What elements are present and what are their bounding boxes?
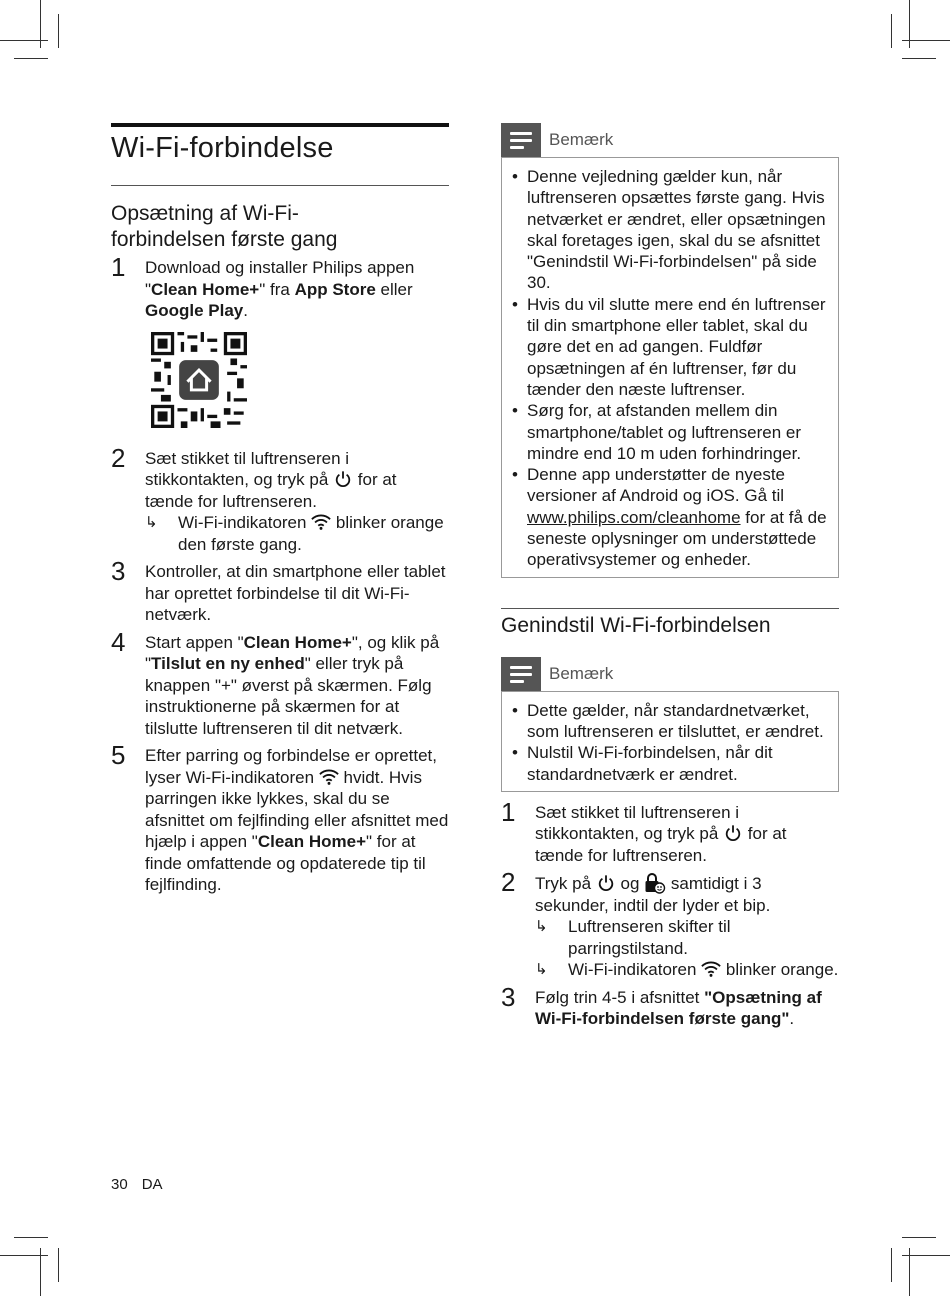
step-text: Download og installer Philips appen "	[145, 258, 415, 299]
note-header	[501, 657, 839, 691]
note-item: • Denne vejledning gælder kun, når luftrenseren opsættes første gang. Hvis netværket er ændret, eller opsætningen skal foretages igen, skal du se afsnittet "Genindstil Wi-Fi-forbindelsen" på side 30.	[512, 166, 828, 294]
note-body	[501, 157, 839, 578]
note-item: • Nulstil Wi-Fi-forbindelsen, når dit standardnetværk er ændret.	[512, 742, 828, 785]
power-icon	[596, 874, 616, 892]
crop-mark	[14, 58, 48, 59]
right-column	[501, 123, 839, 1036]
menu-option: Tilslut en ny enhed	[151, 654, 305, 673]
power-icon	[723, 824, 743, 842]
crop-mark	[891, 14, 892, 48]
section-title-reset: Genindstil Wi-Fi-forbindelsen	[501, 613, 771, 637]
step-number: 1	[111, 252, 126, 282]
wifi-icon	[319, 768, 339, 786]
page-number: 30	[111, 1176, 128, 1193]
note-text: Denne app understøtter de nyeste versioner af Android og iOS. Gå til	[527, 465, 785, 506]
result-text: Luftrenseren skifter til parringstilstand.	[568, 917, 731, 958]
step-text: samtidigt i 3 sekunder, indtil der lyder et bip.	[535, 874, 771, 915]
step-text: ", og klik på "	[145, 632, 440, 673]
qr-code	[151, 332, 247, 428]
note-icon	[501, 657, 541, 691]
crop-mark	[902, 1237, 936, 1238]
crop-mark	[40, 1248, 41, 1296]
note-item: • Hvis du vil slutte mere end én luftrenser til din smartphone eller tablet, skal du gøre det en ad gangen. Fuldfør opsætningen af én luftrenser, før du tænder den næste luftrenser.	[512, 294, 828, 400]
language-code: DA	[141, 1176, 163, 1193]
note-header	[501, 123, 839, 157]
app-name: Clean Home+	[257, 832, 367, 851]
step-number: 3	[501, 981, 516, 1012]
crop-mark	[909, 1248, 910, 1296]
setup-step-1	[111, 252, 449, 428]
step-text: " eller tryk på knappen "+" øverst på skærmen. Følg instruktionerne på skærmen for at tilslutte luftrenseren til dit netværk.	[145, 654, 432, 738]
reset-step-3	[501, 981, 839, 1030]
result-text: Wi-Fi-indikatoren	[568, 960, 702, 980]
step-number: 2	[501, 867, 516, 898]
result-text: blinker orange.	[721, 960, 839, 980]
crop-mark	[40, 0, 41, 48]
wifi-icon	[701, 960, 721, 978]
app-name: Clean Home+	[243, 632, 352, 652]
step-text: Sæt stikket til luftrenseren i stikkontakten, og tryk på	[535, 802, 740, 844]
step-result	[145, 512, 449, 555]
app-name: Clean Home+	[151, 279, 260, 299]
setup-step-3	[111, 556, 449, 626]
step-text: og	[615, 874, 645, 894]
step-number: 3	[111, 556, 126, 586]
note-title: Bemærk	[549, 130, 614, 149]
wifi-icon	[311, 513, 331, 531]
child-lock-icon	[644, 872, 666, 894]
step-number: 4	[111, 626, 126, 657]
step-text: Efter parring og forbindelse er oprettet, lyser Wi-Fi-indikatoren	[145, 746, 437, 787]
step-number: 1	[501, 796, 516, 827]
step-text: eller	[375, 279, 413, 299]
crop-mark	[891, 1248, 892, 1282]
crop-mark	[14, 1237, 48, 1238]
result-text: Wi-Fi-indikatoren	[178, 513, 312, 532]
setup-steps	[111, 252, 449, 896]
reset-steps	[501, 796, 839, 1030]
step-text: " for at finde omfattende og opdaterede tip til fejlfinding.	[145, 832, 426, 894]
note-icon	[501, 123, 541, 157]
left-column	[111, 123, 449, 902]
crop-mark	[902, 58, 936, 59]
cleanhome-link[interactable]: www.philips.com/cleanhome	[527, 507, 741, 527]
step-text: for at tænde for luftrenseren.	[145, 470, 397, 511]
crop-mark	[909, 0, 910, 48]
step-text: for at tænde for luftrenseren.	[535, 824, 787, 865]
note-setup	[501, 123, 839, 578]
section-reference: "Opsætning af Wi-Fi-forbindelsen første gang"	[535, 987, 822, 1029]
step-text: " fra	[259, 279, 295, 299]
reset-step-2	[501, 867, 839, 981]
step-text: Start appen "	[145, 632, 244, 652]
note-item: • Sørg for, at afstanden mellem din smartphone/tablet og luftrenseren er mindre end 10 m uden forhindringer.	[512, 400, 828, 464]
crop-mark	[58, 1248, 59, 1282]
step-result	[535, 959, 839, 981]
crop-mark	[58, 14, 59, 48]
setup-step-4	[111, 626, 449, 740]
result-arrow-icon: ↳	[535, 961, 548, 979]
setup-step-5	[111, 740, 449, 896]
note-body	[501, 691, 839, 792]
title-rule	[111, 123, 449, 127]
store-name: App Store	[294, 279, 376, 299]
note-title: Bemærk	[549, 663, 614, 683]
result-text: blinker orange den første gang.	[178, 513, 444, 554]
page-footer	[111, 1176, 177, 1193]
step-text: .	[243, 301, 248, 320]
step-text: Tryk på	[535, 874, 596, 894]
note-item	[512, 464, 828, 570]
result-arrow-icon: ↳	[145, 514, 158, 531]
section-rule	[501, 608, 839, 609]
step-text: Følg trin 4-5 i afsnittet	[535, 987, 705, 1007]
note-item: • Dette gælder, når standardnetværket, som luftrenseren er tilsluttet, er ændret.	[512, 700, 828, 743]
reset-step-1	[501, 796, 839, 867]
page-title: Wi-Fi-forbindelse	[111, 132, 449, 186]
result-arrow-icon: ↳	[535, 918, 548, 936]
step-text: hvidt. Hvis parringen ikke lykkes, skal du se afsnittet om fejlfinding eller afsnittet med hjælp i appen "	[145, 767, 449, 851]
power-icon	[333, 470, 353, 488]
note-reset	[501, 657, 839, 792]
step-number: 5	[111, 740, 126, 770]
store-name: Google Play	[145, 301, 244, 320]
step-text: .	[789, 1009, 795, 1029]
step-result	[535, 916, 839, 959]
step-number: 2	[111, 442, 126, 473]
step-text: Sæt stikket til luftrenseren i stikkontakten, og tryk på	[145, 448, 350, 489]
note-text: for at få de seneste oplysninger om understøttede operativsystemer og enheder.	[527, 507, 827, 570]
step-text: Kontroller, at din smartphone eller tablet har oprettet forbindelse til dit Wi-Fi-netværk.	[145, 562, 446, 624]
setup-step-2	[111, 442, 449, 556]
section-title-setup: Opsætning af Wi-Fi-forbindelsen første gang	[111, 202, 338, 251]
